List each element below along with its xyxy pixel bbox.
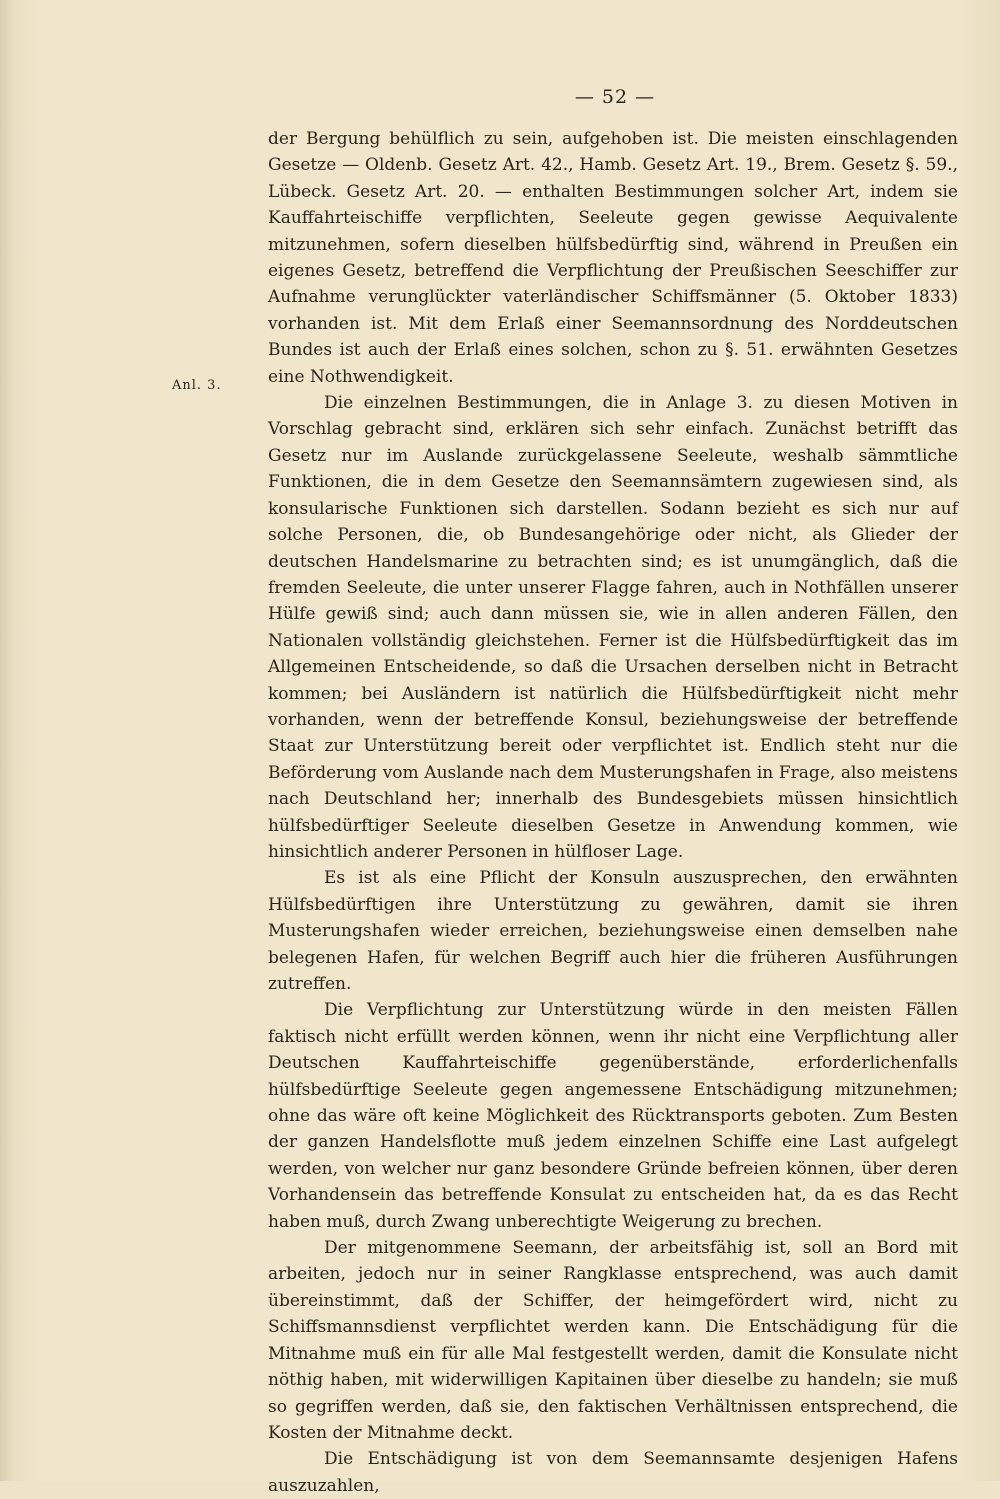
paragraph: Die Verpflichtung zur Unterstützung würde in den meisten Fällen faktisch nicht erfüllt werden können, wenn ihr nicht eine Verpflichtung aller Deutschen Kauffahrteischiffe gegenüberstände, erforderlichenfalls hülfsbedürftige Seeleute gegen angemessene Entschädigung mitzunehmen; ohne das wäre oft keine Möglichkeit des Rücktransports geboten. Zum Besten der ganzen Handelsflotte muß jedem einzelnen Schiffe eine Last aufgelegt werden, von welcher nur ganz besondere Gründe befreien können, über deren Vorhandensein das betreffende Konsulat zu entscheiden hat, da es das Recht haben muß, durch Zwang unberechtigte Weigerung zu brechen. bbox=[268, 1000, 958, 1232]
paragraph: Die Entschädigung ist von dem Seemannsamte desjenigen Hafens auszuzahlen, bbox=[268, 1449, 958, 1496]
body-text bbox=[268, 126, 958, 1499]
paragraph-continuation: der Bergung behülflich zu sein, aufgehoben ist. Die meisten einschlagenden Gesetze — Oldenb. Gesetz Art. 42., Hamb. Gesetz Art. 19., Brem. Gesetz §. 59., Lübeck. Gesetz Art. 20. — enthalten Bestimmungen solcher Art, indem sie Kauffahrteischiffe verpflichten, Seeleute gegen gewisse Aequivalente mitzunehmen, sofern dieselben hülfsbedürftig sind, während in Preußen ein eigenes Gesetz, betreffend die Verpflichtung der Preußischen Seeschiffer zur Aufnahme verunglückter vaterländischer Schiffsmänner (5. Oktober 1833) vorhanden ist. Mit dem Erlaß einer Seemannsordnung des Norddeutschen Bundes ist auch der Erlaß eines solchen, schon zu §. 51. erwähnten Gesetzes eine Nothwendigkeit. bbox=[268, 129, 958, 387]
page-number: — 52 — bbox=[574, 86, 656, 108]
margin-annotation: Anl. 3. bbox=[172, 378, 222, 393]
paragraph: Der mitgenommene Seemann, der arbeitsfähig ist, soll an Bord mit arbeiten, jedoch nur in seiner Rangklasse entsprechend, was auch damit übereinstimmt, daß der Schiffer, der heimgefördert wird, nicht zu Schiffsmannsdienst verpflichtet werden kann. Die Entschädigung für die Mitnahme muß ein für alle Mal festgestellt werden, damit die Konsulate nicht nöthig haben, mit widerwilligen Kapitainen über dieselbe zu handeln; sie muß so gegriffen werden, daß sie, den faktischen Verhältnissen entsprechend, die Kosten der Mitnahme deckt. bbox=[268, 1238, 958, 1443]
paragraph: Die einzelnen Bestimmungen, die in Anlage 3. zu diesen Motiven in Vorschlag gebracht sind, erklären sich sehr einfach. Zunächst betrifft das Gesetz nur im Auslande zurückgelassene Seeleute, weshalb sämmtliche Funktionen, die in dem Gesetze den Seemannsämtern zugewiesen sind, als konsularische Funktionen sich darstellen. Sodann bezieht es sich nur auf solche Personen, die, ob Bundesangehörige oder nicht, als Glieder der deutschen Handelsmarine zu betrachten sind; es ist unumgänglich, daß die fremden Seeleute, die unter unserer Flagge fahren, auch in Nothfällen unserer Hülfe gewiß sind; auch dann müssen sie, wie in allen anderen Fällen, den Nationalen vollständig gleichstehen. Ferner ist die Hülfsbedürftigkeit das im Allgemeinen Entscheidende, so daß die Ursachen derselben nicht in Betracht kommen; bei Ausländern ist natürlich die Hülfsbedürftigkeit nicht mehr vorhanden, wenn der betreffende Konsul, beziehungsweise der betreffende Staat zur Unterstützung bereit oder verpflichtet ist. Endlich steht nur die Beförderung vom Auslande nach dem Musterungshafen in Frage, also meistens nach Deutschland her; innerhalb des Bundesgebiets müssen hinsichtlich hülfsbedürftiger Seeleute dieselben Gesetze in Anwendung kommen, wie hinsichtlich anderer Personen in hülfloser Lage. bbox=[268, 393, 958, 862]
paragraph: Es ist als eine Pflicht der Konsuln auszusprechen, den erwähnten Hülfsbedürftigen ihre Unterstützung zu gewähren, damit sie ihren Musterungshafen wieder erreichen, beziehungsweise einen demselben nahe belegenen Hafen, für welchen Begriff auch hier die früheren Ausführungen zutreffen. bbox=[268, 868, 958, 994]
